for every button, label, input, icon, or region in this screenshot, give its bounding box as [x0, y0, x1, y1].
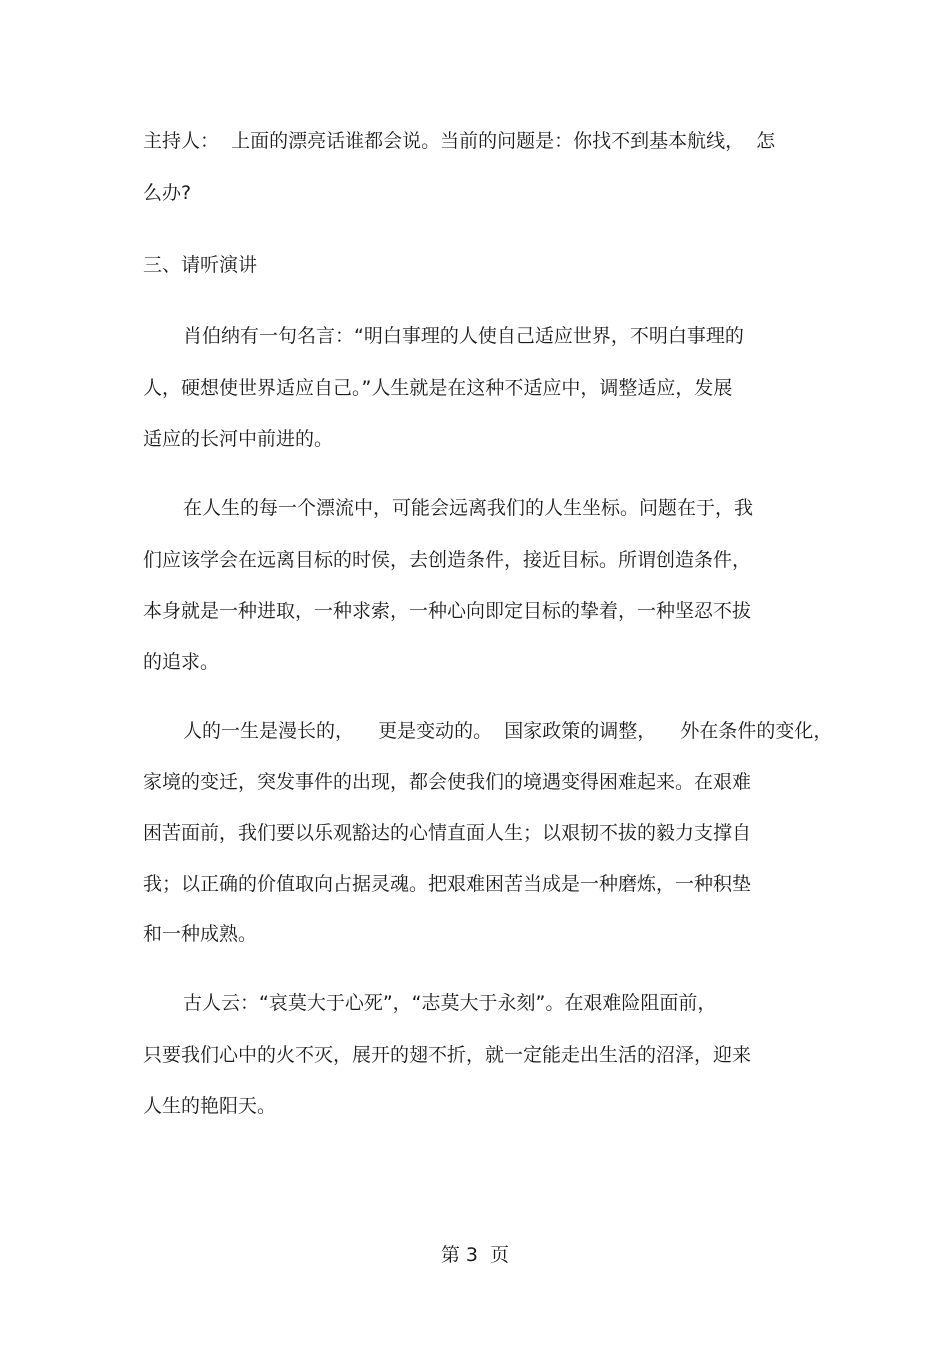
paragraph-line: 和一种成熟。 [143, 923, 258, 945]
paragraph-line: 们应该学会在远离目标的时侯，去创造条件，接近目标。所谓创造条件， [143, 549, 752, 571]
paragraph-line: 肖伯纳有一句名言：“明白事理的人使自己适应世界，不明白事理的 [183, 325, 744, 347]
paragraph-line: 的追求。 [143, 651, 220, 673]
paragraph-line: 人的一生是漫长的， 更是变动的。 国家政策的调整， 外在条件的变化， [183, 720, 833, 742]
paragraph-line: 困苦面前，我们要以乐观豁达的心情直面人生；以艰韧不拔的毅力支撑自 [143, 822, 752, 844]
section-heading: 三、请听演讲 [143, 254, 258, 276]
paragraph-line: 家境的变迁，突发事件的出现，都会使我们的境遇变得困难起来。在艰难 [143, 771, 752, 793]
host-line-1: 主持人： 上面的漂亮话谁都会说。当前的问题是：你找不到基本航线， 怎 [143, 130, 776, 152]
paragraph-line: 本身就是一种进取，一种求索，一种心向即定目标的挚着，一种坚忍不拔 [143, 600, 752, 622]
page-number: 第 3 页 [440, 1244, 510, 1266]
paragraph-line: 适应的长河中前进的。 [143, 428, 334, 450]
paragraph-line: 古人云：“哀莫大于心死”，“志莫大于永刻”。在艰难险阻面前， [183, 992, 717, 1014]
paragraph-line: 人生的艳阳天。 [143, 1095, 277, 1117]
paragraph-line: 在人生的每一个漂流中，可能会远离我们的人生坐标。问题在于，我 [183, 497, 754, 519]
paragraph-line: 我；以正确的价值取向占据灵魂。把艰难困苦当成是一种磨炼，一种积垫 [143, 873, 752, 895]
paragraph-line: 人，硬想使世界适应自己。”人生就是在这种不适应中，调整适应，发展 [143, 377, 733, 399]
host-line-2: 么办? [143, 182, 192, 204]
paragraph-line: 只要我们心中的火不灭，展开的翅不折，就一定能走出生活的沼泽，迎来 [143, 1044, 752, 1066]
